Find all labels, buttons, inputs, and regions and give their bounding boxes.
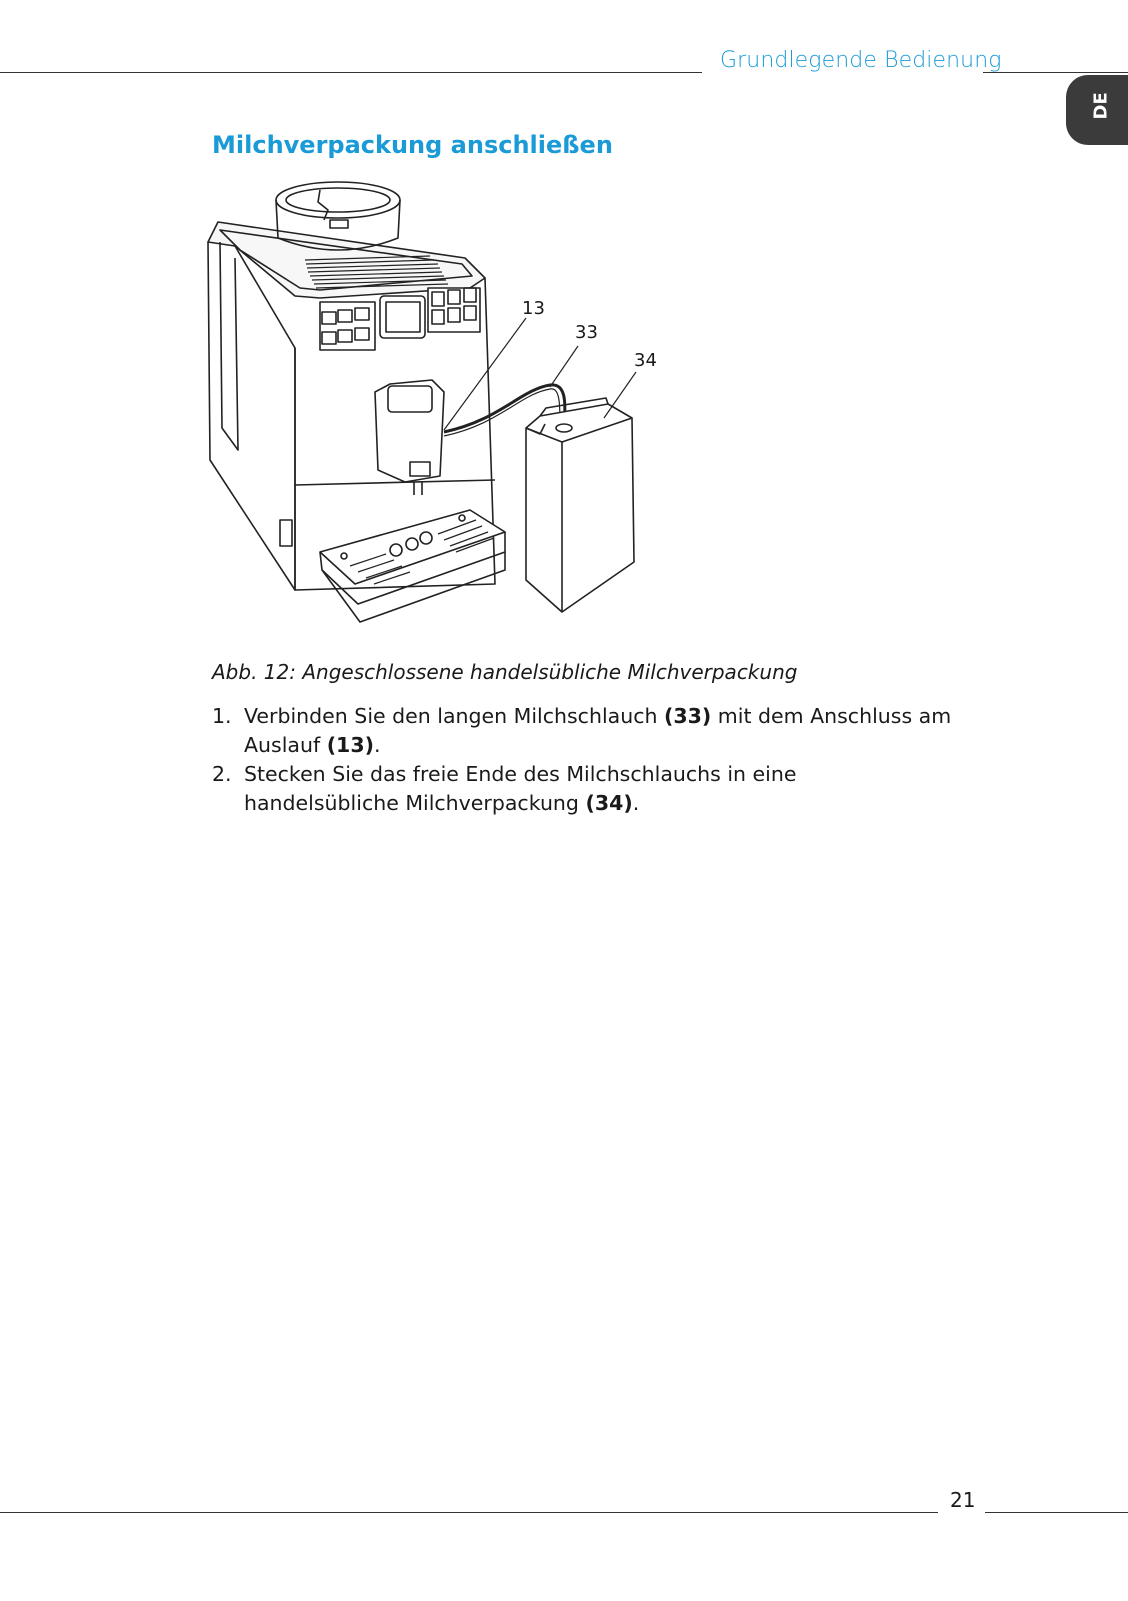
step-reference: (13) [326,733,374,757]
step-text: mit dem Anschluss am Auslauf [244,704,952,757]
header-rule [0,72,702,73]
language-tab-label: DE [1090,92,1112,120]
instruction-step [212,760,952,818]
figure-caption: Abb. 12: Angeschlossene handelsübliche Milchverpackung [212,660,798,684]
step-reference: (34) [585,791,633,815]
section-header: Grundlegende Bedienung [720,48,1002,73]
callout-34: 34 [634,350,657,371]
step-text: . [373,733,381,757]
coffee-machine-illustration [200,180,700,650]
page-number: 21 [950,1488,976,1512]
header-rule [983,72,1128,73]
step-text: . [632,791,640,815]
instruction-list [212,702,952,818]
step-text: Verbinden Sie den langen Milchschlauch [244,704,664,728]
step-number: 1. [212,704,232,728]
callout-13: 13 [522,298,545,319]
step-text: Stecken Sie das freie Ende des Milchschlauchs in eine handelsübliche Milchverpackung [244,762,797,815]
instruction-step [212,702,952,760]
page-title: Milchverpackung anschließen [212,131,613,159]
callout-33: 33 [575,322,598,343]
footer-rule [985,1512,1128,1513]
step-number: 2. [212,762,232,786]
footer-rule [0,1512,938,1513]
language-tab [1066,75,1128,145]
step-reference: (33) [663,704,712,728]
coffee-machine-figure [200,180,700,650]
